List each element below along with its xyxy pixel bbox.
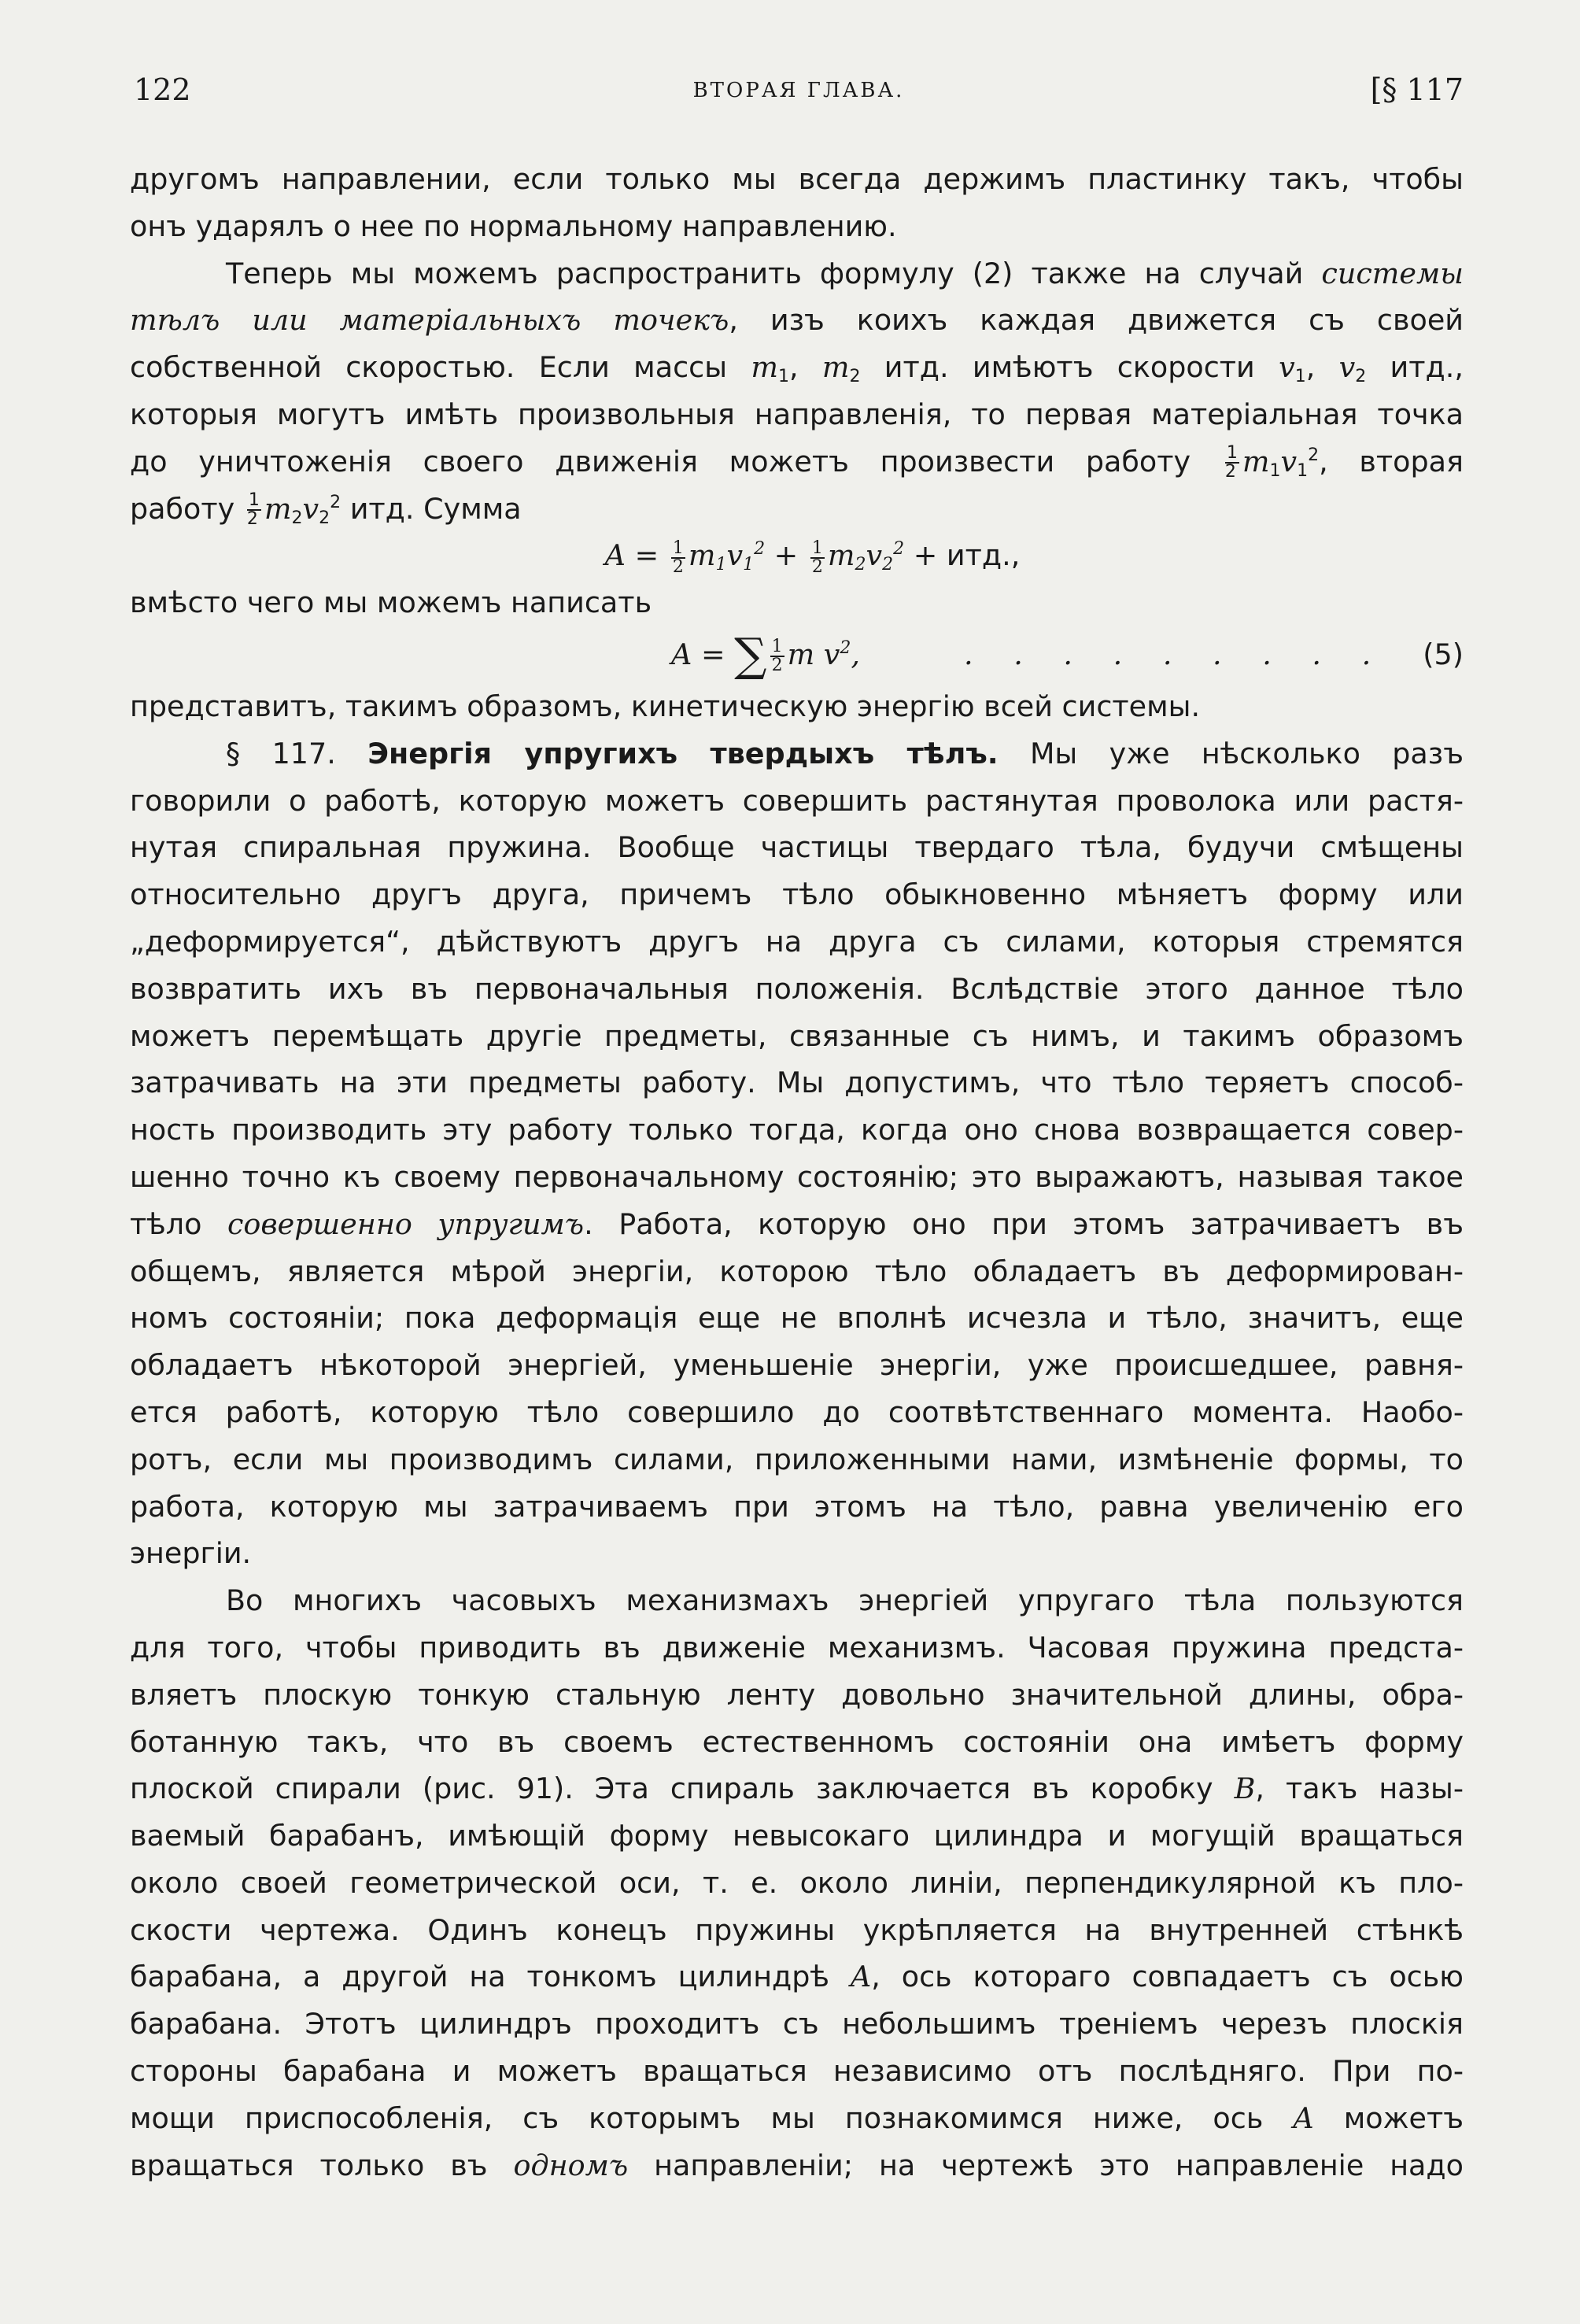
running-head: ВТОРАЯ ГЛАВА.: [692, 79, 905, 102]
fraction-half: $\frac{1}{2}$: [672, 538, 684, 577]
text-line: Теперь мы можемъ распространить формулу (2) также на случай системы: [226, 256, 1464, 290]
text-line: скости чертежа. Одинъ конецъ пружины укрѣпляется на внутренней стѣнкѣ: [130, 1912, 1464, 1947]
section-title: Энергія упругихъ твердыхъ тѣлъ.: [367, 736, 999, 770]
text-line: ваемый барабанъ, имѣющій форму невысокаго цилиндра и могущій вращаться: [130, 1819, 1464, 1853]
fraction-half: $\frac{1}{2}$: [246, 490, 260, 530]
equation-number: (5): [1423, 637, 1464, 671]
sigma-symbol: ∑: [734, 627, 767, 682]
text-line: Во многихъ часовыхъ механизмахъ энергіей упругаго тѣла пользуются: [226, 1583, 1464, 1618]
leader-dots: . . . . . . . . .: [964, 637, 1387, 671]
text-line: говорили о работѣ, которую можетъ совершить растянутая проволока или растя-: [130, 783, 1464, 818]
text-line: ботанную такъ, что въ своемъ естественномъ состояніи она имѣетъ форму: [130, 1724, 1464, 1759]
italic-term: тѣлъ или матеріальныхъ точекъ: [130, 303, 729, 338]
text-line: энергіи.: [130, 1536, 252, 1571]
page-number: 122: [134, 72, 191, 107]
text-line: работа, которую мы затрачиваемъ при этомъ на тѣло, равна увеличенію его: [130, 1489, 1464, 1524]
text-line: общемъ, является мѣрой энергіи, которою тѣло обладаетъ въ деформирован-: [130, 1254, 1464, 1288]
text-line: онъ ударялъ о нее по нормальному направлению.: [130, 209, 897, 243]
italic-term: системы: [1321, 256, 1464, 290]
text-line: относительно другъ друга, причемъ тѣло обыкновенно мѣняетъ форму или: [130, 878, 1464, 912]
fraction-half: $\frac{1}{2}$: [811, 538, 823, 577]
text-line: затрачивать на эти предметы работу. Мы допустимъ, что тѣло теряетъ способ-: [130, 1066, 1464, 1100]
text-line: тѣло совершенно упругимъ. Работа, которую оно при этомъ затрачиваетъ въ: [130, 1206, 1464, 1241]
text-line: „деформируется“, дѣйствуютъ другъ на друга съ силами, которыя стремятся: [130, 924, 1464, 959]
text-line: вмѣсто чего мы можемъ написать: [130, 586, 652, 620]
text-line: барабана, а другой на тонкомъ цилиндрѣ A, ось котораго совпадаетъ съ осью: [130, 1960, 1464, 1994]
text-line: ность производить эту работу только тогда, когда оно снова возвращается совер-: [130, 1113, 1464, 1147]
text-line: номъ состояніи; пока деформація еще не вполнѣ исчезла и тѣло, значитъ, еще: [130, 1301, 1464, 1336]
text-line: стороны барабана и можетъ вращаться независимо отъ послѣдняго. При по-: [130, 2054, 1464, 2089]
text-line: которыя могутъ имѣть произвольныя направленія, то первая матеріальная точка: [130, 397, 1464, 431]
text-line: вращаться только въ одномъ направленіи; на чертежѣ это направленіе надо: [130, 2148, 1464, 2182]
text-line: другомъ направлении, если только мы всегда держимъ пластинку такъ, чтобы: [130, 162, 1464, 196]
section-marker: [§ 117: [1370, 72, 1464, 107]
text-line: тѣлъ или матеріальныхъ точекъ, изъ коихъ каждая движется съ своей: [130, 303, 1464, 338]
equation-sum: A = $\frac{1}{2}$ $m_1v_1^2$ + $\frac{1}{2}$ $m_2v_2^2$ + итд.,: [604, 538, 1021, 577]
text-line: обладаетъ нѣкоторой энергіей, уменьшеніе энергіи, уже происшедшее, равня-: [130, 1348, 1464, 1383]
text-line: представитъ, такимъ образомъ, кинетическую энергію всей системы.: [130, 689, 1201, 723]
text-line: возвратить ихъ въ первоначальныя положенія. Вслѣдствіе этого данное тѣло: [130, 971, 1464, 1006]
text-line: ется работѣ, которую тѣло совершило до соотвѣтственнаго момента. Наобо-: [130, 1395, 1464, 1429]
text-line: нутая спиральная пружина. Вообще частицы твердаго тѣла, будучи смѣщены: [130, 830, 1464, 865]
text-line: можетъ перемѣщать другіе предметы, связанные съ нимъ, и такимъ образомъ: [130, 1018, 1464, 1053]
fraction-half: $\frac{1}{2}$: [771, 637, 783, 676]
text-line: вляетъ плоскую тонкую стальную ленту довольно значительной длины, обра-: [130, 1677, 1464, 1712]
equation-5: A = ∑ $\frac{1}{2}$ m $v^2$, . . . . . . . . . (5): [671, 627, 1464, 682]
text-line: шенно точно къ своему первоначальному состоянію; это выражаютъ, называя такое: [130, 1159, 1464, 1194]
text-line: для того, чтобы приводить въ движеніе механизмъ. Часовая пружина предста-: [130, 1630, 1464, 1664]
text-line: барабана. Этотъ цилиндръ проходитъ съ небольшимъ треніемъ черезъ плоскія: [130, 2007, 1464, 2041]
italic-term: совершенно упругимъ: [227, 1206, 585, 1241]
text-line: плоской спирали (рис. 91). Эта спираль заключается въ коробку B, такъ назы-: [130, 1772, 1464, 1806]
text-line: работу $\frac{1}{2}$ $m_2v_2^2$ итд. Сумма: [130, 490, 522, 530]
text-line: ротъ, если мы производимъ силами, приложенными нами, измѣненіе формы, то: [130, 1442, 1464, 1476]
text-line: собственной скоростью. Если массы $m_1$, $m_2$ итд. имѣютъ скорости $v_1$, $v_2$ итд.,: [130, 350, 1464, 387]
text-line: около своей геометрической оси, т. е. около линіи, перпендикулярной къ пло-: [130, 1865, 1464, 1900]
page-body: [130, 156, 1464, 2189]
text-line: мощи приспособленія, съ которымъ мы познакомимся ниже, ось A можетъ: [130, 2100, 1464, 2135]
fraction-half: $\frac{1}{2}$: [1224, 443, 1238, 482]
section-heading-line: § 117. Энергія упругихъ твердыхъ тѣлъ. Мы уже нѣсколько разъ: [226, 736, 1464, 770]
italic-term: одномъ: [513, 2148, 629, 2182]
page-header: [134, 72, 1464, 112]
text-line: до уничтоженія своего движенія можетъ произвести работу $\frac{1}{2}$ $m_1v_1^2$, вторая: [130, 443, 1464, 482]
